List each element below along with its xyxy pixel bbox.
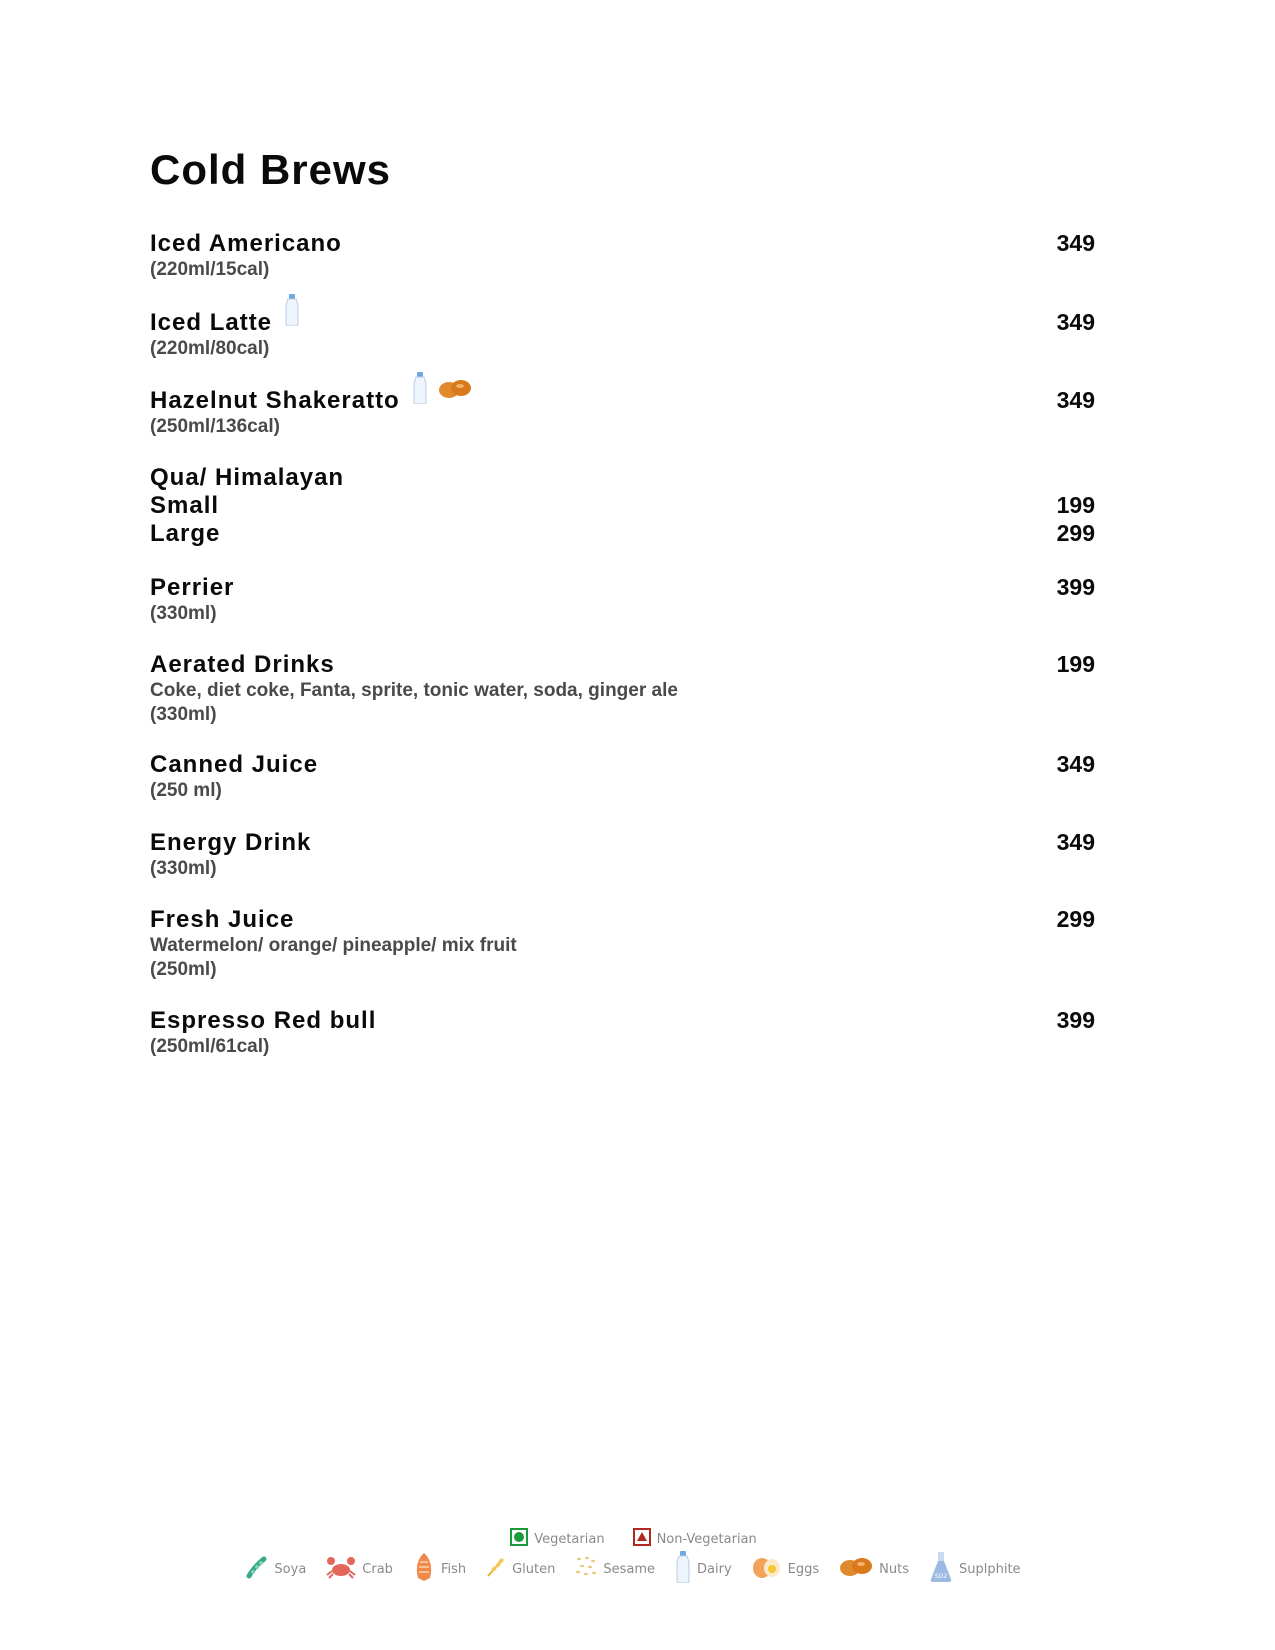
legend-fish bbox=[413, 1552, 474, 1587]
menu-item-canned-juice bbox=[150, 749, 1095, 803]
legend-label: Dairy bbox=[697, 1562, 732, 1577]
page-title: Cold Brews bbox=[150, 146, 392, 193]
legend-sesame bbox=[575, 1555, 663, 1584]
eggs-icon bbox=[752, 1555, 782, 1584]
item-name: Canned Juice bbox=[150, 751, 319, 778]
item-price: 349 bbox=[1056, 751, 1095, 777]
item-price: 349 bbox=[1056, 230, 1095, 256]
item-name: Espresso Red bull bbox=[150, 1007, 377, 1034]
item-detail: (330ml) bbox=[150, 603, 217, 624]
allergen-legend-row bbox=[0, 1551, 1275, 1588]
item-detail: (330ml) bbox=[150, 858, 217, 879]
item-detail: (220ml/80cal) bbox=[150, 338, 270, 359]
item-detail: Coke, diet coke, Fanta, sprite, tonic water, soda, ginger ale bbox=[150, 680, 678, 701]
item-name: Iced Americano bbox=[150, 230, 342, 257]
variant-price: 299 bbox=[1056, 520, 1095, 546]
legend-label: Eggs bbox=[787, 1562, 820, 1577]
sesame-icon bbox=[575, 1555, 597, 1584]
fish-icon bbox=[413, 1552, 435, 1587]
item-detail: (250ml/61cal) bbox=[150, 1036, 270, 1057]
item-detail: (250 ml) bbox=[150, 780, 222, 801]
sulphite-icon bbox=[929, 1551, 953, 1588]
item-name: Qua/ Himalayan bbox=[150, 464, 345, 491]
menu-item-iced-americano bbox=[150, 228, 1095, 282]
legend-gluten bbox=[486, 1556, 563, 1583]
legend-vegetarian bbox=[510, 1528, 612, 1551]
item-detail: Watermelon/ orange/ pineapple/ mix fruit bbox=[150, 935, 517, 956]
item-name: Aerated Drinks bbox=[150, 651, 335, 678]
menu-item-hazelnut-shakeratto bbox=[150, 385, 1095, 439]
item-price: 299 bbox=[1056, 906, 1095, 932]
dairy-icon bbox=[412, 372, 428, 411]
soya-icon bbox=[246, 1555, 268, 1584]
vegetarian-icon bbox=[510, 1528, 528, 1551]
item-price: 199 bbox=[1056, 651, 1095, 677]
legend-eggs bbox=[752, 1555, 828, 1584]
item-price: 349 bbox=[1056, 309, 1095, 335]
item-name: Perrier bbox=[150, 574, 235, 601]
legend-soya bbox=[246, 1555, 314, 1584]
variant-row bbox=[150, 520, 1095, 548]
item-detail: (220ml/15cal) bbox=[150, 259, 270, 280]
legend-label: Sesame bbox=[603, 1562, 656, 1577]
menu-item-energy-drink bbox=[150, 827, 1095, 881]
legend-label: Soya bbox=[274, 1562, 307, 1577]
legend-nuts bbox=[839, 1556, 917, 1583]
legend-label: Non-Vegetarian bbox=[656, 1532, 757, 1547]
item-detail: (330ml) bbox=[150, 704, 217, 725]
item-name: Energy Drink bbox=[150, 829, 312, 856]
item-name: Hazelnut Shakeratto bbox=[150, 387, 400, 414]
variant-price: 199 bbox=[1056, 492, 1095, 518]
variant-label: Small bbox=[150, 492, 220, 519]
menu-item-iced-latte bbox=[150, 307, 1095, 361]
menu-item-perrier bbox=[150, 572, 1095, 626]
legend-label: Suplphite bbox=[959, 1562, 1021, 1577]
menu-item-fresh-juice bbox=[150, 904, 1095, 982]
dairy-icon bbox=[675, 1551, 691, 1588]
legend-crab bbox=[326, 1555, 401, 1584]
dairy-icon bbox=[284, 294, 300, 333]
legend-label: Crab bbox=[362, 1562, 393, 1577]
item-price: 399 bbox=[1056, 574, 1095, 600]
variant-row bbox=[150, 492, 1095, 520]
legend-label: Fish bbox=[440, 1562, 467, 1577]
legend-sulphite bbox=[929, 1551, 1029, 1588]
item-price: 349 bbox=[1056, 829, 1095, 855]
crab-icon bbox=[326, 1555, 356, 1584]
item-detail: (250ml) bbox=[150, 959, 217, 980]
legend-label: Gluten bbox=[512, 1562, 556, 1577]
variant-label: Large bbox=[150, 520, 221, 547]
non-vegetarian-icon bbox=[633, 1528, 651, 1551]
menu-item-qua-himalayan bbox=[150, 462, 1095, 548]
legend-label: Nuts bbox=[879, 1562, 909, 1577]
item-name: Iced Latte bbox=[150, 309, 273, 336]
legend-dairy bbox=[675, 1551, 740, 1588]
diet-legend-row bbox=[0, 1528, 1275, 1551]
item-name: Fresh Juice bbox=[150, 906, 295, 933]
legend-label: Vegetarian bbox=[534, 1532, 605, 1547]
nuts-icon bbox=[438, 378, 472, 407]
item-name-wrap bbox=[150, 298, 300, 337]
item-name-wrap bbox=[150, 376, 472, 415]
item-detail: (250ml/136cal) bbox=[150, 416, 280, 437]
item-price: 399 bbox=[1056, 1007, 1095, 1033]
nuts-icon bbox=[839, 1556, 873, 1583]
svg-text:SO2: SO2 bbox=[934, 1573, 948, 1580]
menu-item-espresso-red-bull bbox=[150, 1005, 1095, 1059]
gluten-icon bbox=[486, 1556, 506, 1583]
item-price: 349 bbox=[1056, 387, 1095, 413]
legend-non-vegetarian bbox=[633, 1528, 765, 1551]
menu-item-aerated-drinks bbox=[150, 649, 1095, 727]
